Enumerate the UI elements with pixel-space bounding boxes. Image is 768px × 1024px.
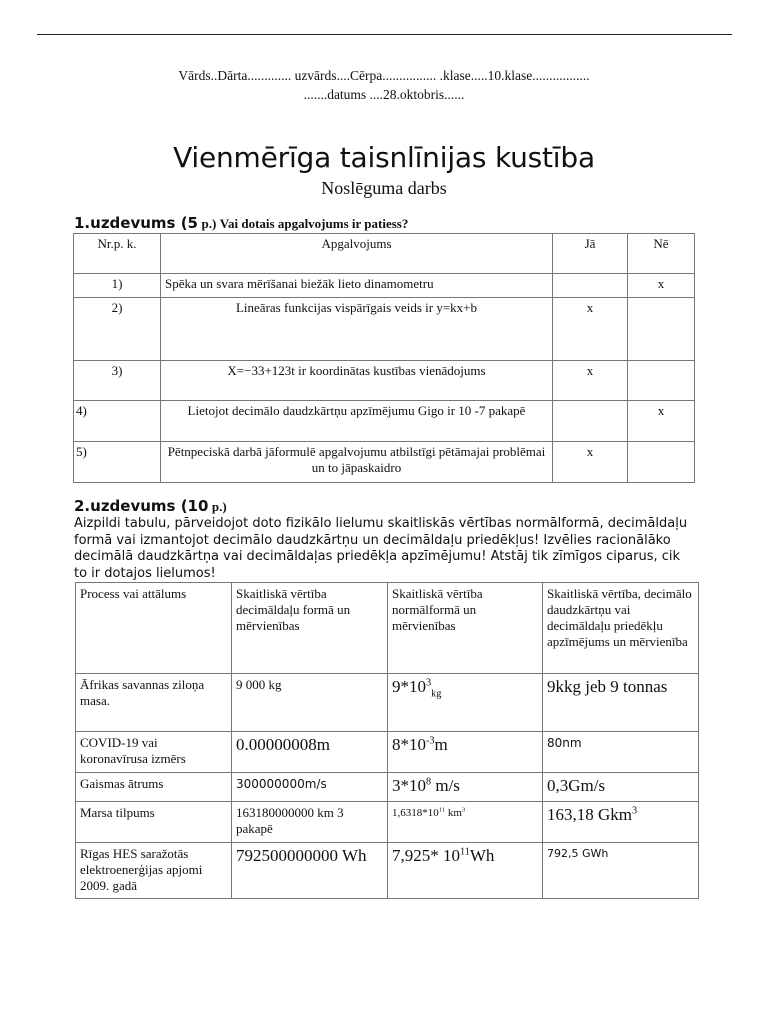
row-num: 5) xyxy=(74,442,161,483)
row-process: Āfrikas savannas ziloņa masa. xyxy=(76,674,232,732)
table-row xyxy=(74,298,695,361)
row-prefix[interactable]: 80nm xyxy=(543,732,699,773)
row-yes[interactable]: x xyxy=(553,442,628,483)
normal-exponent: 3 xyxy=(426,677,432,689)
row-statement: X=−33+123t ir koordinātas kustības vienādojums xyxy=(161,361,553,401)
row-normal[interactable] xyxy=(388,843,543,899)
table-row xyxy=(76,732,699,773)
table-row xyxy=(76,843,699,899)
page-title: Vienmērīga taisnlīnijas kustība xyxy=(173,141,595,174)
normal-unit: km xyxy=(445,807,462,819)
task2-points: p.) xyxy=(211,499,227,514)
col-header-yes: Jā xyxy=(553,234,628,274)
row-decimal[interactable]: 300000000m/s xyxy=(232,773,388,802)
task1-title: 1.uzdevums (5 xyxy=(74,214,198,232)
normal-exponent: 8 xyxy=(426,776,432,788)
row-normal[interactable] xyxy=(388,773,543,802)
normal-base: 8*10 xyxy=(392,735,426,754)
row-decimal[interactable]: 792500000000 Wh xyxy=(232,843,388,899)
row-num: 1) xyxy=(74,274,161,298)
row-yes[interactable]: x xyxy=(553,298,628,361)
row-statement: Pētnpeciskā darbā jāformulē apgalvojumu atbilstīgi pētāmajai problēmai un to jāpaskaidro xyxy=(161,442,553,483)
task2-description: Aizpildi tabulu, pārveidojot doto fizikālo lielumu skaitliskās vērtības normālformā, decimāldaļu formā vai izmantojot decimālo daudzkārtņu un decimāldaļu priedēkļus! Izvēlies racionālāko decimālā daudzkārtņa vai decimāldaļas priedēkļa apzīmējumu! Atstāj tik zīmīgos ciparus, cik to ir dotajos lielumos! xyxy=(74,516,688,581)
normal-unit: m/s xyxy=(431,776,460,795)
prefix-value: 163,18 Gkm xyxy=(547,805,632,824)
col-header-decimal: Skaitliskā vērtība decimāldaļu formā un mērvienības xyxy=(232,583,388,674)
row-num: 4) xyxy=(74,401,161,442)
row-no[interactable] xyxy=(628,298,695,361)
table-row xyxy=(74,361,695,401)
top-rule xyxy=(37,34,732,35)
row-prefix[interactable]: 9kkg jeb 9 tonnas xyxy=(543,674,699,732)
student-info-line: Vārds..Dārta............. uzvārds....Cērpa................ .klase.....10.klase................. xyxy=(178,68,590,83)
table-header-row xyxy=(74,234,695,274)
table-row xyxy=(74,401,695,442)
task2-heading xyxy=(74,497,227,516)
normal-base: 7,925* 10 xyxy=(392,846,460,865)
row-normal[interactable] xyxy=(388,732,543,773)
normal-unit: Wh xyxy=(469,846,495,865)
table-row xyxy=(76,773,699,802)
normal-base: 1,6318*10 xyxy=(392,807,439,819)
task1-question: Vai dotais apgalvojums ir patiess? xyxy=(219,216,409,231)
table-row xyxy=(74,274,695,298)
row-yes[interactable] xyxy=(553,274,628,298)
normal-exponent: 11 xyxy=(438,806,446,814)
row-process: Gaismas ātrums xyxy=(76,773,232,802)
task1-heading xyxy=(74,214,408,233)
normal-exponent: 11 xyxy=(460,846,470,858)
table-row xyxy=(76,674,699,732)
row-no[interactable]: x xyxy=(628,401,695,442)
row-yes[interactable] xyxy=(553,401,628,442)
table-header-row xyxy=(76,583,699,674)
normal-base: 3*10 xyxy=(392,776,426,795)
row-decimal[interactable]: 163180000000 km 3 pakapē xyxy=(232,802,388,843)
row-num: 3) xyxy=(74,361,161,401)
col-header-prefix: Skaitliskā vērtība, decimālo daudzkārtņu vai decimāldaļu priedēkļu apzīmējums un mērvienība xyxy=(543,583,699,674)
col-header-process: Process vai attālums xyxy=(76,583,232,674)
row-no[interactable]: x xyxy=(628,274,695,298)
task1-table xyxy=(73,233,695,483)
task1-points: p.) xyxy=(201,216,217,231)
task2-table xyxy=(75,582,699,899)
normal-unit: m xyxy=(434,735,448,754)
row-process: Marsa tilpums xyxy=(76,802,232,843)
table-row xyxy=(74,442,695,483)
row-prefix[interactable]: 0,3Gm/s xyxy=(543,773,699,802)
row-normal[interactable] xyxy=(388,674,543,732)
col-header-no: Nē xyxy=(628,234,695,274)
page-subtitle: Noslēguma darbs xyxy=(321,178,447,198)
row-statement: Lineāras funkcijas vispārīgais veids ir y=kx+b xyxy=(161,298,553,361)
normal-exponent: -3 xyxy=(426,735,435,747)
date-line: .......datums ....28.oktobris...... xyxy=(303,87,465,102)
col-header-normal: Skaitliskā vērtība normālformā un mērvienības xyxy=(388,583,543,674)
row-yes[interactable]: x xyxy=(553,361,628,401)
normal-base: 9*10 xyxy=(392,677,426,696)
row-prefix[interactable]: 792,5 GWh xyxy=(543,843,699,899)
task2-title: 2.uzdevums (10 xyxy=(74,497,209,515)
col-header-num: Nr.p. k. xyxy=(74,234,161,274)
row-decimal[interactable]: 0.00000008m xyxy=(232,732,388,773)
unit-exponent: 3 xyxy=(461,806,466,814)
row-process: Rīgas HES saražotās elektroenerģijas apjomi 2009. gadā xyxy=(76,843,232,899)
table-row xyxy=(76,802,699,843)
row-no[interactable] xyxy=(628,442,695,483)
row-normal[interactable] xyxy=(388,802,543,843)
row-no[interactable] xyxy=(628,361,695,401)
row-prefix[interactable] xyxy=(543,802,699,843)
row-num: 2) xyxy=(74,298,161,361)
prefix-exponent: 3 xyxy=(632,805,638,817)
row-decimal[interactable]: 9 000 kg xyxy=(232,674,388,732)
normal-unit: kg xyxy=(431,688,442,700)
row-statement: Spēka un svara mērīšanai biežāk lieto dinamometru xyxy=(161,274,553,298)
row-statement: Lietojot decimālo daudzkārtņu apzīmējumu Gigo ir 10 -7 pakapē xyxy=(161,401,553,442)
col-header-statement: Apgalvojums xyxy=(161,234,553,274)
row-process: COVID-19 vai koronavīrusa izmērs xyxy=(76,732,232,773)
